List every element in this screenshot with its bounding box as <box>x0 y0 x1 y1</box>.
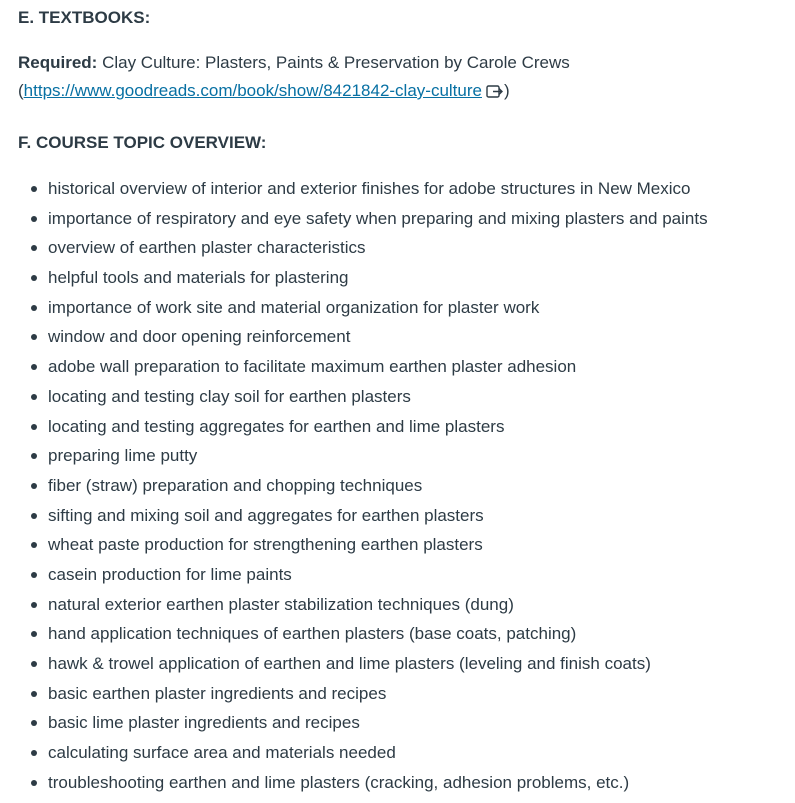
list-item: basic lime plaster ingredients and recipes <box>18 708 788 738</box>
list-item: troubleshooting earthen and lime plasters (cracking, adhesion problems, etc.) <box>18 768 788 798</box>
list-item: helpful tools and materials for plastering <box>18 263 788 293</box>
bullet-icon <box>31 483 37 489</box>
bullet-icon <box>31 275 37 281</box>
list-item: importance of respiratory and eye safety when preparing and mixing plasters and paints <box>18 204 788 234</box>
list-item: fiber (straw) preparation and chopping techniques <box>18 471 788 501</box>
bullet-icon <box>31 216 37 222</box>
list-item: calculating surface area and materials needed <box>18 738 788 768</box>
list-item: locating and testing clay soil for earthen plasters <box>18 382 788 412</box>
bullet-icon <box>31 453 37 459</box>
bullet-icon <box>31 364 37 370</box>
list-item: preparing lime putty <box>18 441 788 471</box>
bullet-icon <box>31 691 37 697</box>
open-paren: ( <box>18 81 24 100</box>
bullet-icon <box>31 394 37 400</box>
bullet-icon <box>31 631 37 637</box>
textbook-entry <box>18 49 778 108</box>
list-item: natural exterior earthen plaster stabilization techniques (dung) <box>18 590 788 620</box>
bullet-icon <box>31 572 37 578</box>
bullet-icon <box>31 513 37 519</box>
close-paren: ) <box>503 81 510 100</box>
bullet-icon <box>31 542 37 548</box>
list-item: wheat paste production for strengthening earthen plasters <box>18 530 788 560</box>
required-book-text: Clay Culture: Plasters, Paints & Preservation by Carole Crews <box>97 53 570 72</box>
list-item: adobe wall preparation to facilitate maximum earthen plaster adhesion <box>18 352 788 382</box>
bullet-icon <box>31 602 37 608</box>
bullet-icon <box>31 720 37 726</box>
textbooks-heading: E. TEXTBOOKS: <box>18 8 151 27</box>
list-item: hawk & trowel application of earthen and lime plasters (leveling and finish coats) <box>18 649 788 679</box>
bullet-icon <box>31 334 37 340</box>
list-item: hand application techniques of earthen plasters (base coats, patching) <box>18 619 788 649</box>
topic-list <box>18 174 788 797</box>
list-item: locating and testing aggregates for earthen and lime plasters <box>18 412 788 442</box>
list-item: historical overview of interior and exterior finishes for adobe structures in New Mexico <box>18 174 788 204</box>
list-item: casein production for lime paints <box>18 560 788 590</box>
bullet-icon <box>31 750 37 756</box>
bullet-icon <box>31 305 37 311</box>
bullet-icon <box>31 186 37 192</box>
list-item: basic earthen plaster ingredients and recipes <box>18 679 788 709</box>
bullet-icon <box>31 424 37 430</box>
goodreads-link[interactable]: https://www.goodreads.com/book/show/8421842-clay-culture <box>23 81 482 100</box>
bullet-icon <box>31 661 37 667</box>
course-topic-overview-heading: F. COURSE TOPIC OVERVIEW: <box>18 133 267 152</box>
list-item: overview of earthen plaster characteristics <box>18 233 788 263</box>
list-item: sifting and mixing soil and aggregates for earthen plasters <box>18 501 788 531</box>
bullet-icon <box>31 780 37 786</box>
bullet-icon <box>31 245 37 251</box>
external-link-icon[interactable] <box>486 80 504 108</box>
required-label: Required: <box>18 53 98 72</box>
list-item: importance of work site and material organization for plaster work <box>18 293 788 323</box>
list-item: window and door opening reinforcement <box>18 322 788 352</box>
